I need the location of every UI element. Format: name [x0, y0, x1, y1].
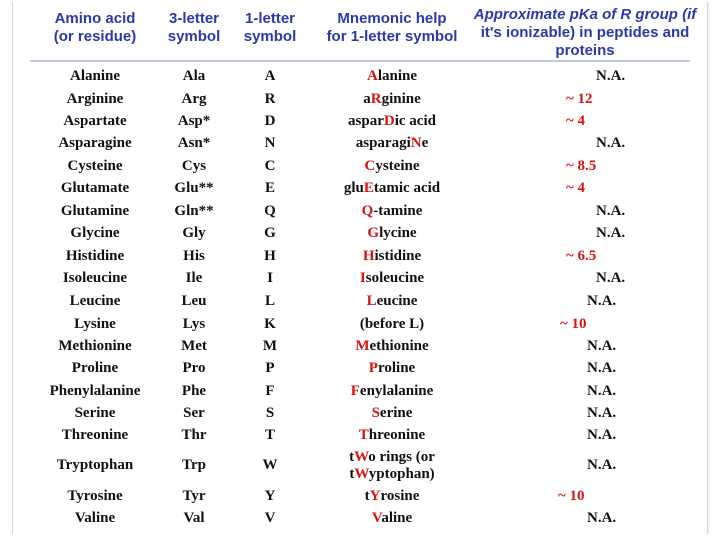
one-letter-symbol: K	[264, 316, 276, 332]
header-amino-acid: Amino acid (or residue)	[53, 10, 137, 45]
mnemonic-text: t	[364, 488, 370, 504]
mnemonic-text: ginine	[381, 91, 421, 107]
mnemonic-text: soleucine	[365, 270, 425, 286]
mnemonic-cell	[318, 222, 466, 244]
mnemonic-text: lanine	[377, 68, 418, 84]
pka-value: ~ 10	[558, 488, 585, 504]
pka-value: N.A.	[587, 360, 617, 376]
one-letter-symbol: Y	[264, 488, 276, 504]
amino-acid-name: Leucine	[69, 293, 121, 309]
mnemonic-text: t	[349, 466, 355, 482]
mnemonic-cell	[318, 65, 466, 87]
mnemonic-highlight: H	[362, 248, 375, 264]
table-row	[0, 132, 720, 154]
mnemonic-text: tamic acid	[373, 180, 441, 196]
pka-value: N.A.	[596, 68, 626, 84]
pka-value: N.A.	[587, 338, 617, 354]
mnemonic-highlight: S	[371, 405, 380, 421]
mnemonic-cell	[318, 88, 466, 110]
pka-value: N.A.	[587, 405, 617, 421]
mnemonic-cell	[318, 177, 466, 199]
table-row	[0, 267, 720, 289]
pka-value: ~ 10	[560, 316, 587, 332]
three-letter-symbol: Ala	[182, 68, 206, 84]
mnemonic-highlight: W	[354, 466, 369, 482]
mnemonic-text: a	[363, 91, 371, 107]
table-row	[0, 290, 720, 312]
mnemonic-text: t	[349, 449, 355, 465]
amino-acid-name: Threonine	[61, 427, 129, 443]
mnemonic-highlight: C	[364, 158, 376, 174]
pka-value: N.A.	[587, 427, 617, 443]
amino-acid-name: Proline	[71, 360, 119, 376]
table-row	[0, 177, 720, 199]
amino-acid-name: Methionine	[58, 338, 132, 354]
table-row	[0, 357, 720, 379]
mnemonic-text: ic acid	[394, 113, 436, 129]
mnemonic-cell	[318, 155, 466, 177]
amino-acid-name: Cysteine	[67, 158, 123, 174]
amino-acid-name: Arginine	[66, 91, 124, 107]
mnemonic-cell	[318, 335, 466, 357]
mnemonic-highlight: Y	[369, 488, 381, 504]
mnemonic-cell	[318, 402, 466, 424]
pka-value: ~ 4	[566, 113, 586, 129]
amino-acid-name: Lysine	[74, 316, 116, 332]
mnemonic-text: o rings (or	[368, 449, 435, 465]
mnemonic-highlight: W	[354, 449, 369, 465]
mnemonic-cell	[318, 245, 466, 267]
mnemonic-highlight: G	[367, 225, 380, 241]
one-letter-symbol: H	[264, 248, 276, 264]
table-row	[0, 313, 720, 335]
pka-value: ~ 6.5	[566, 248, 597, 264]
table-row	[0, 335, 720, 357]
amino-acid-name: Tryptophan	[56, 457, 134, 473]
table-row	[0, 380, 720, 402]
amino-acid-name: Asparagine	[58, 135, 132, 151]
mnemonic-highlight: V	[371, 510, 382, 526]
three-letter-symbol: Pro	[182, 360, 206, 376]
one-letter-symbol: E	[264, 180, 275, 196]
one-letter-symbol: S	[265, 405, 275, 421]
mnemonic-cell	[318, 449, 466, 483]
amino-acid-name: Glutamine	[60, 203, 130, 219]
three-letter-symbol: Gly	[182, 225, 206, 241]
pka-value: N.A.	[596, 203, 626, 219]
amino-acid-name: Glutamate	[60, 180, 130, 196]
table-row	[0, 245, 720, 267]
table-row	[0, 485, 720, 507]
mnemonic-text: lycine	[379, 225, 417, 241]
three-letter-symbol: Arg	[181, 91, 207, 107]
mnemonic-text: aspar	[348, 113, 384, 129]
mnemonic-cell	[318, 200, 466, 222]
three-letter-symbol: Ile	[185, 270, 203, 286]
mnemonic-cell	[318, 380, 466, 402]
one-letter-symbol: T	[264, 427, 275, 443]
one-letter-symbol: G	[264, 225, 276, 241]
mnemonic-cell	[318, 357, 466, 379]
three-letter-symbol: Gln**	[174, 203, 214, 219]
mnemonic-highlight: T	[358, 427, 369, 443]
pka-value: N.A.	[587, 293, 617, 309]
three-letter-symbol: Val	[183, 510, 205, 526]
one-letter-symbol: Q	[264, 203, 276, 219]
three-letter-symbol: His	[183, 248, 205, 264]
mnemonic-cell	[318, 507, 466, 529]
mnemonic-highlight: N	[410, 135, 422, 151]
table-row	[0, 110, 720, 132]
mnemonic-highlight: M	[355, 338, 370, 354]
three-letter-symbol: Ser	[183, 405, 205, 421]
one-letter-symbol: P	[265, 360, 275, 376]
one-letter-symbol: R	[264, 91, 276, 107]
three-letter-symbol: Asp*	[177, 113, 211, 129]
amino-acid-name: Alanine	[69, 68, 120, 84]
amino-acid-name: Isoleucine	[62, 270, 128, 286]
three-letter-symbol: Tyr	[182, 488, 206, 504]
mnemonic-text: aline	[381, 510, 413, 526]
mnemonic-text: ethionine	[369, 338, 429, 354]
table-row	[0, 200, 720, 222]
mnemonic-cell	[318, 485, 466, 507]
three-letter-symbol: Phe	[181, 383, 207, 399]
amino-acid-name: Histidine	[65, 248, 125, 264]
mnemonic-cell	[318, 313, 466, 335]
amino-acid-name: Valine	[74, 510, 116, 526]
header-mnemonic: Mnemonic help for 1-letter symbol	[326, 10, 458, 45]
mnemonic-text: e	[421, 135, 429, 151]
table-row	[0, 88, 720, 110]
three-letter-symbol: Asn*	[177, 135, 211, 151]
mnemonic-text: glu	[343, 180, 364, 196]
mnemonic-text: roline	[377, 360, 416, 376]
one-letter-symbol: W	[262, 457, 278, 473]
mnemonic-highlight: D	[383, 113, 395, 129]
header-three-letter: 3-letter symbol	[167, 10, 221, 45]
table-row	[0, 155, 720, 177]
amino-acid-name: Tyrosine	[67, 488, 123, 504]
amino-acid-name: Phenylalanine	[49, 383, 141, 399]
header-pka: Approximate pKa of R group (if it's ionizable) in peptides and proteins	[473, 6, 697, 59]
three-letter-symbol: Cys	[181, 158, 207, 174]
mnemonic-text: rosine	[380, 488, 420, 504]
pka-value: N.A.	[596, 225, 626, 241]
one-letter-symbol: D	[264, 113, 276, 129]
one-letter-symbol: C	[264, 158, 276, 174]
one-letter-symbol: A	[264, 68, 276, 84]
mnemonic-highlight: A	[366, 68, 378, 84]
pka-value: ~ 8.5	[566, 158, 597, 174]
one-letter-symbol: F	[265, 383, 275, 399]
three-letter-symbol: Leu	[181, 293, 207, 309]
mnemonic-cell	[318, 110, 466, 132]
table-row	[0, 424, 720, 446]
mnemonic-cell	[318, 424, 466, 446]
mnemonic-text: yptophan)	[368, 466, 435, 482]
mnemonic-highlight: R	[370, 91, 382, 107]
table-row	[0, 222, 720, 244]
mnemonic-cell	[318, 132, 466, 154]
one-letter-symbol: N	[264, 135, 276, 151]
three-letter-symbol: Thr	[181, 427, 207, 443]
table-row	[0, 507, 720, 529]
mnemonic-text: -tamine	[373, 203, 423, 219]
one-letter-symbol: I	[267, 270, 273, 286]
mnemonic-highlight: E	[363, 180, 374, 196]
pka-value: N.A.	[596, 270, 626, 286]
three-letter-symbol: Trp	[182, 457, 206, 473]
three-letter-symbol: Lys	[182, 316, 206, 332]
three-letter-symbol: Glu**	[174, 180, 214, 196]
amino-acid-name: Serine	[74, 405, 116, 421]
mnemonic-highlight: F	[350, 383, 360, 399]
mnemonic-text: (before L)	[359, 316, 425, 332]
header-divider	[30, 60, 690, 62]
pka-value: N.A.	[596, 135, 626, 151]
one-letter-symbol: M	[262, 338, 278, 354]
mnemonic-text: ysteine	[375, 158, 420, 174]
mnemonic-text: asparagi	[355, 135, 411, 151]
mnemonic-cell	[318, 290, 466, 312]
table-row	[0, 65, 720, 87]
table-row	[0, 449, 720, 483]
mnemonic-highlight: I	[359, 270, 366, 286]
pka-value: N.A.	[587, 457, 617, 473]
table-row	[0, 402, 720, 424]
pka-value: ~ 4	[566, 180, 586, 196]
mnemonic-text: hreonine	[368, 427, 426, 443]
three-letter-symbol: Met	[181, 338, 207, 354]
pka-value: N.A.	[587, 383, 617, 399]
mnemonic-highlight: Q	[361, 203, 374, 219]
mnemonic-highlight: L	[366, 293, 377, 309]
mnemonic-text: istidine	[374, 248, 422, 264]
one-letter-symbol: V	[264, 510, 276, 526]
mnemonic-text: eucine	[376, 293, 418, 309]
pka-value: N.A.	[587, 510, 617, 526]
one-letter-symbol: L	[264, 293, 275, 309]
amino-acid-name: Aspartate	[63, 113, 127, 129]
mnemonic-text: enylalanine	[359, 383, 434, 399]
mnemonic-cell	[318, 267, 466, 289]
amino-acid-name: Glycine	[70, 225, 120, 241]
header-one-letter: 1-letter symbol	[243, 10, 297, 45]
mnemonic-highlight: P	[368, 360, 378, 376]
pka-value: ~ 12	[566, 91, 593, 107]
mnemonic-text: erine	[379, 405, 413, 421]
